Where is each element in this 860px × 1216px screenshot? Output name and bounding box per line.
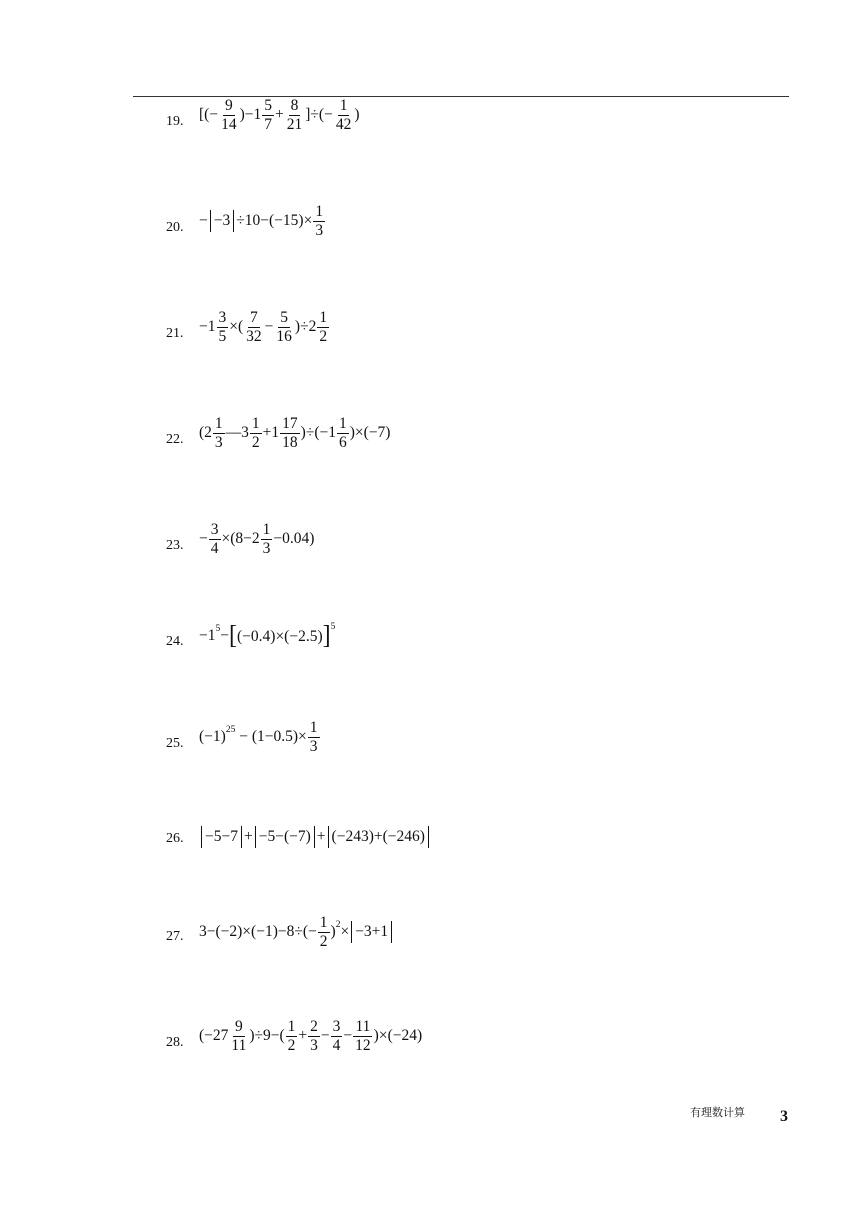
footer-section-label: 有理数计算 [690,1106,745,1119]
problem-number: 27. [166,929,184,944]
problem-25 [166,717,786,787]
problem-20 [166,201,786,271]
problem-27 [166,914,786,984]
problem-21 [166,307,786,377]
problem-number: 23. [166,538,184,553]
problem-expression: − −3 ÷10−(−15)× $\frac{1}{3}$ [199,203,324,239]
problem-28 [166,1018,786,1088]
problem-number: 21. [166,326,184,341]
problem-23 [166,519,786,589]
problem-expression: (−27 $\frac{9}{11}$ )÷9−( $\frac{1}{2}$ + $\frac{2}{3}$ − $\frac{3}{4}$ − $\frac{11}{12}$ )×(−24) [199,1018,423,1054]
problem-expression: $-1^5-$ [ (−0.4)×(−2.5) ] $^5$ [199,621,336,651]
problem-number: 26. [166,831,184,846]
problem-expression: [(− $\frac{9}{14}$ )−1 $\frac{5}{7}$ + $\frac{8}{21}$ ]÷(− $\frac{1}{42}$ ) [199,97,360,133]
problem-expression: $(-1)^{25} - (1-0.5)\times$ $\frac{1}{3}$ [199,719,318,755]
problem-number: 19. [166,114,184,129]
problem-24 [166,623,786,693]
problem-26 [166,826,786,896]
problem-number: 25. [166,736,184,751]
problem-number: 22. [166,432,184,447]
problem-19 [166,95,786,165]
problem-expression: − $\frac{3}{4}$ ×(8−2 $\frac{1}{3}$ −0.04) [199,521,315,557]
problem-expression: (2 $\frac{1}{3}$ —3 $\frac{1}{2}$ +1 $\frac{17}{18}$ )÷(−1 $\frac{1}{6}$ )×(−7) [199,415,391,451]
problem-number: 28. [166,1035,184,1050]
problem-expression: −1 $\frac{3}{5}$ ×( $\frac{7}{32}$ − $\frac{5}{16}$ )÷2 $\frac{1}{2}$ [199,309,328,345]
problem-22 [166,413,786,483]
problem-expression: 3−(−2)×(−1)−8÷(− $\frac{1}{2}$ )$^2$× −3+1 [199,914,394,951]
page-number: 3 [780,1108,788,1125]
problem-number: 24. [166,634,184,649]
problem-expression: −5−7 + −5−(−7) + (−243)+(−246) [199,826,431,848]
problem-number: 20. [166,220,184,235]
